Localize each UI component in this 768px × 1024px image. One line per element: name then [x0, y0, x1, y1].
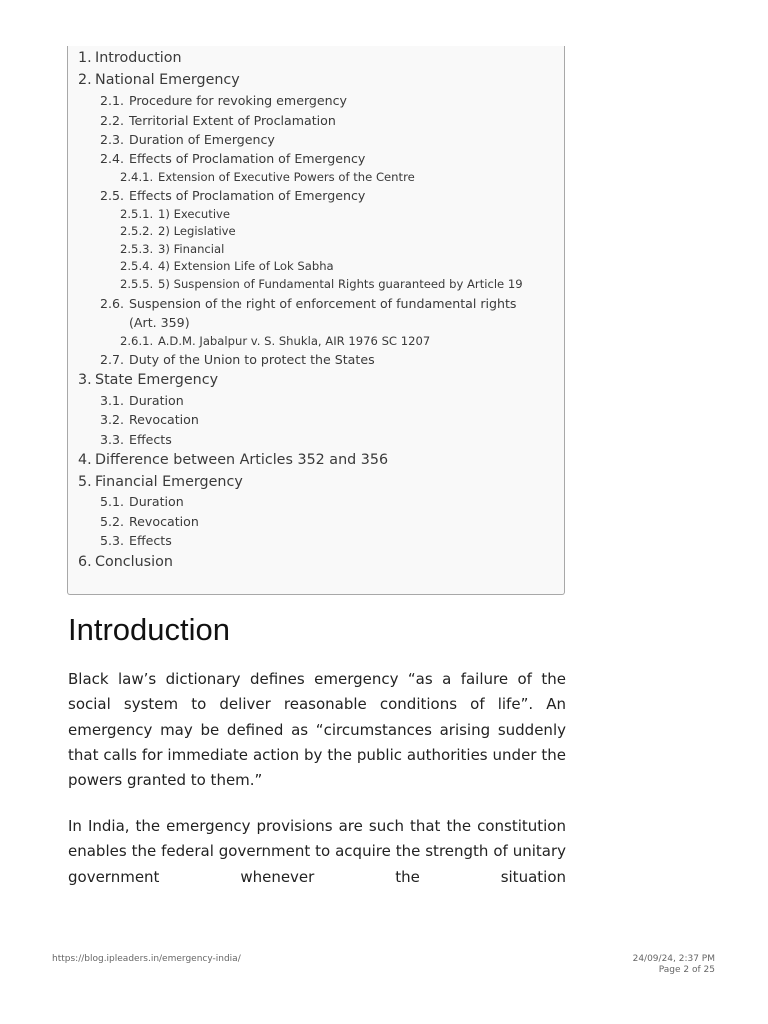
toc-item-number: 2.7. [100, 352, 125, 367]
toc-item-number: 2.5.5. [120, 277, 154, 291]
toc-item[interactable] [100, 151, 365, 166]
toc-item[interactable] [78, 554, 173, 570]
toc-item-label: Procedure for revoking emergency [129, 93, 347, 108]
toc-item[interactable] [120, 224, 236, 238]
toc-item[interactable] [100, 352, 375, 367]
toc-item-number: 2.2. [100, 113, 125, 128]
toc-item-label: A.D.M. Jabalpur v. S. Shukla, AIR 1976 SC 1207 [158, 334, 431, 348]
toc-item-number: 2.5. [100, 188, 125, 203]
toc-item-label: Difference between Articles 352 and 356 [95, 452, 389, 468]
toc-item[interactable] [78, 372, 218, 388]
toc-item-label: Effects of Proclamation of Emergency [129, 188, 366, 203]
toc-item-label: Extension of Executive Powers of the Centre [158, 170, 415, 184]
toc-item-number: 5. [78, 474, 92, 490]
toc-item-number: 2.5.1. [120, 207, 154, 221]
toc-item-number: 2.1. [100, 93, 125, 108]
toc-item-label: 4) Extension Life of Lok Sabha [158, 259, 334, 273]
toc-item[interactable] [100, 533, 172, 548]
toc-item-number: 2.4. [100, 151, 125, 166]
toc-item-number: 4. [78, 452, 92, 468]
toc-item-number: 1. [78, 50, 92, 66]
toc-item[interactable] [100, 432, 172, 447]
toc-item[interactable] [78, 50, 182, 66]
toc-item-number: 2.5.3. [120, 242, 154, 256]
toc-item-number: 2.4.1. [120, 170, 154, 184]
toc-item-label: Duty of the Union to protect the States [129, 352, 375, 367]
toc-item-number: 5.3. [100, 533, 125, 548]
toc-item[interactable] [100, 514, 199, 529]
body-paragraph: In India, the emergency provisions are such that the constitution enables the federal government to acquire the strength of unitary government whenever the situation [68, 817, 566, 886]
toc-item-label: 1) Executive [158, 207, 231, 221]
toc-item[interactable] [100, 113, 336, 128]
toc-item-label: Duration [129, 393, 184, 408]
toc-item-number: 3.3. [100, 432, 125, 447]
toc-item[interactable] [78, 72, 240, 88]
toc-item-number: 2.6.1. [120, 334, 154, 348]
toc-item-number: 5.1. [100, 494, 125, 509]
toc-item-label: Financial Emergency [95, 474, 243, 490]
toc-item[interactable] [100, 132, 275, 147]
toc-item-number: 2.6. [100, 296, 125, 311]
toc-item-label: Suspension of the right of enforcement of fundamental rights [129, 296, 517, 311]
toc-item[interactable] [100, 393, 184, 408]
page-title: Introduction [68, 612, 230, 647]
toc-item-label: Effects [129, 432, 172, 447]
toc-item-number: 3.1. [100, 393, 125, 408]
toc-item-label: Revocation [129, 412, 199, 427]
toc-item-label: Effects [129, 533, 172, 548]
toc-item[interactable] [120, 242, 224, 256]
toc-item-label: 3) Financial [158, 242, 225, 256]
toc-item[interactable] [120, 277, 523, 291]
footer-info [633, 954, 715, 976]
footer-url: https://blog.ipleaders.in/emergency-india/ [52, 954, 241, 964]
toc-item-number: 6. [78, 554, 92, 570]
toc-item-label: Effects of Proclamation of Emergency [129, 151, 366, 166]
toc-item[interactable] [100, 188, 365, 203]
toc-item-label: Duration of Emergency [129, 132, 275, 147]
toc-item-number: 2. [78, 72, 92, 88]
toc-item[interactable] [78, 452, 388, 468]
table-of-contents [67, 46, 565, 595]
toc-item-label: Duration [129, 494, 184, 509]
toc-item-label: State Emergency [95, 372, 219, 388]
toc-item[interactable] [120, 170, 415, 184]
toc-item-number: 2.3. [100, 132, 125, 147]
toc-item-label: Territorial Extent of Proclamation [129, 113, 336, 128]
toc-item-number: 3.2. [100, 412, 125, 427]
toc-item-label: Introduction [95, 50, 182, 66]
toc-item-number: 2.5.2. [120, 224, 154, 238]
toc-item-label: National Emergency [95, 72, 240, 88]
toc-item[interactable] [100, 93, 347, 108]
toc-item-number: 3. [78, 372, 92, 388]
footer-datetime: 24/09/24, 2:37 PM [632, 954, 715, 964]
body-paragraph: Black law’s dictionary defines emergency “as a failure of the social system to deliver reasonable conditions of life”. An emergency may be defined as “circumstances arising suddenly that calls for immediate action by the public authorities under the powers granted to them.” [68, 670, 566, 790]
toc-item[interactable] [120, 207, 230, 221]
toc-item-continuation[interactable]: (Art. 359) [129, 315, 190, 330]
toc-item[interactable] [120, 259, 334, 273]
toc-item[interactable] [120, 334, 430, 348]
toc-item-label: Conclusion [95, 554, 173, 570]
toc-item-label: 2) Legislative [158, 224, 236, 238]
footer-page-number: Page 2 of 25 [658, 965, 715, 975]
toc-item[interactable] [100, 296, 517, 311]
toc-item-label: 5) Suspension of Fundamental Rights guaranteed by Article 19 [158, 277, 523, 291]
toc-item[interactable] [78, 474, 243, 490]
toc-item[interactable] [100, 412, 199, 427]
toc-item[interactable] [100, 494, 184, 509]
toc-item-number: 2.5.4. [120, 259, 154, 273]
toc-item-label: Revocation [129, 514, 199, 529]
toc-item-number: 5.2. [100, 514, 125, 529]
